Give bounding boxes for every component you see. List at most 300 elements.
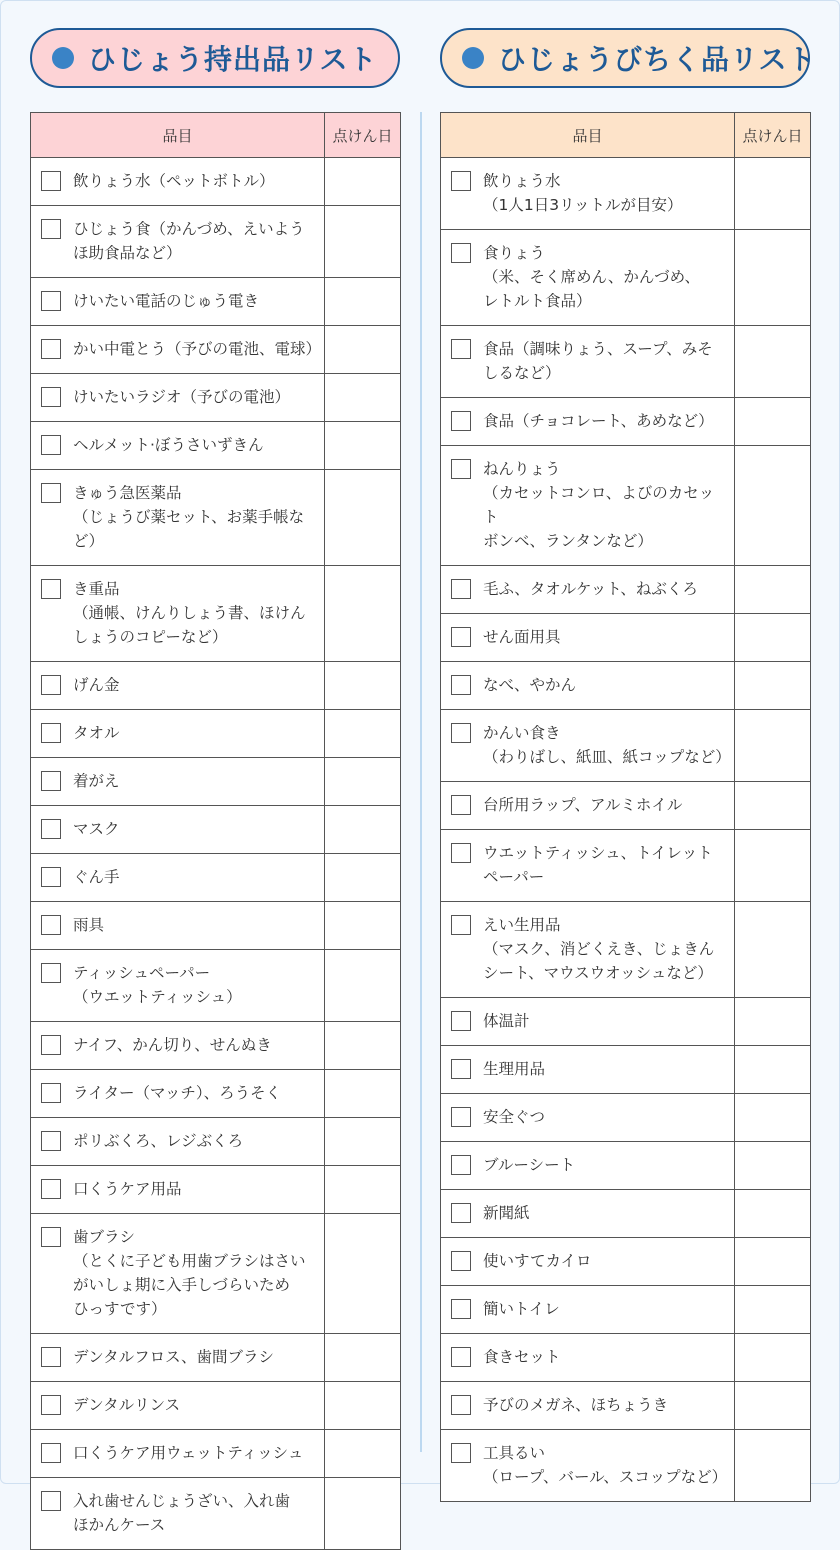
item-label-line: 口くうケア用品 — [73, 1180, 182, 1198]
table-row — [31, 470, 401, 566]
item-cell — [31, 422, 325, 470]
item-cell — [441, 230, 735, 326]
item-cell — [441, 710, 735, 782]
item-label-line: けいたいラジオ（予びの電池） — [73, 388, 291, 406]
column-header-item: 品目 — [441, 113, 735, 158]
item-cell — [31, 902, 325, 950]
table-row — [441, 614, 811, 662]
inspection-date-cell[interactable] — [325, 470, 401, 566]
inspection-date-cell[interactable] — [325, 806, 401, 854]
checkbox[interactable] — [41, 723, 61, 743]
item-label-line: 予びのメガネ、ほちょうき — [483, 1396, 669, 1414]
item-label — [483, 577, 698, 601]
item-label-line: （ウエットティッシュ） — [73, 988, 242, 1006]
checkbox[interactable] — [451, 795, 471, 815]
item-label — [483, 1345, 561, 1369]
checkbox[interactable] — [41, 1179, 61, 1199]
item-label — [483, 457, 726, 553]
item-label-line: き重品 — [73, 580, 120, 598]
inspection-date-cell[interactable] — [325, 326, 401, 374]
checkbox[interactable] — [41, 1131, 61, 1151]
item-label — [483, 793, 682, 817]
item-cell — [31, 854, 325, 902]
item-label — [73, 865, 120, 889]
item-label-line: しるなど） — [483, 364, 561, 382]
table-row — [31, 710, 401, 758]
table-row — [441, 710, 811, 782]
item-cell — [31, 566, 325, 662]
item-label-line: しょうのコピーなど） — [73, 628, 228, 646]
inspection-date-cell[interactable] — [325, 374, 401, 422]
item-label-line: ほかんケース — [73, 1516, 166, 1534]
stockpile-list — [440, 28, 817, 1502]
item-cell — [31, 158, 325, 206]
table-row — [31, 806, 401, 854]
item-label — [73, 169, 275, 193]
item-label-line: ほ助食品など） — [73, 244, 182, 262]
inspection-date-cell[interactable] — [735, 1142, 811, 1190]
item-cell — [441, 1334, 735, 1382]
item-label-line: 新聞紙 — [483, 1204, 530, 1222]
carry-out-list — [30, 28, 400, 1550]
table-row — [31, 1478, 401, 1550]
item-label — [483, 1297, 560, 1321]
table-row — [31, 1334, 401, 1382]
item-label — [483, 1249, 592, 1273]
item-label — [73, 721, 120, 745]
item-label-line: かい中電とう（予びの電池、電球） — [73, 340, 322, 358]
item-cell — [31, 662, 325, 710]
item-cell — [31, 1214, 325, 1334]
checkbox[interactable] — [41, 1395, 61, 1415]
item-label — [73, 433, 263, 457]
item-cell — [441, 662, 735, 710]
item-cell — [31, 1118, 325, 1166]
item-label — [73, 577, 306, 649]
checkbox[interactable] — [41, 483, 61, 503]
checkbox[interactable] — [41, 291, 61, 311]
item-label-line: ひっすです） — [73, 1300, 167, 1318]
table-row — [31, 1070, 401, 1118]
item-cell — [441, 398, 735, 446]
item-label — [73, 1033, 272, 1057]
table-row — [31, 422, 401, 470]
table-row — [31, 278, 401, 326]
item-cell — [31, 1166, 325, 1214]
item-cell — [441, 614, 735, 662]
item-label — [483, 1393, 668, 1417]
item-label-line: 毛ふ、タオルケット、ねぶくろ — [483, 580, 698, 598]
item-label-line: かんい食き — [483, 724, 561, 742]
inspection-date-cell[interactable] — [735, 782, 811, 830]
item-label-line: 飲りょう水 — [483, 172, 561, 190]
checkbox[interactable] — [451, 1155, 471, 1175]
item-label-line: げん金 — [73, 676, 120, 694]
column-header-date: 点けん日 — [325, 113, 401, 158]
stockpile-list-title: ひじょうびちく品リスト — [498, 43, 817, 76]
inspection-date-cell[interactable] — [325, 854, 401, 902]
checkbox[interactable] — [451, 1251, 471, 1271]
inspection-date-cell[interactable] — [735, 1046, 811, 1094]
inspection-date-cell[interactable] — [325, 566, 401, 662]
item-label — [483, 1441, 726, 1489]
item-label-line: ボンベ、ランタンなど） — [483, 532, 653, 550]
table-row — [31, 854, 401, 902]
table-row — [441, 446, 811, 566]
table-row — [441, 1382, 811, 1430]
item-cell — [31, 1022, 325, 1070]
item-cell — [31, 950, 325, 1022]
item-label — [483, 913, 714, 985]
table-row — [441, 398, 811, 446]
table-row — [441, 782, 811, 830]
item-cell — [441, 326, 735, 398]
checkbox[interactable] — [41, 867, 61, 887]
item-label-line: 生理用品 — [483, 1060, 546, 1078]
checkbox[interactable] — [41, 1347, 61, 1367]
checkbox[interactable] — [41, 675, 61, 695]
inspection-date-cell[interactable] — [325, 1430, 401, 1478]
inspection-date-cell[interactable] — [735, 1094, 811, 1142]
checkbox[interactable] — [41, 1035, 61, 1055]
item-label-line: （通帳、けんりしょう書、ほけん — [73, 604, 306, 622]
item-cell — [31, 710, 325, 758]
table-row — [31, 158, 401, 206]
inspection-date-cell[interactable] — [735, 1382, 811, 1430]
item-label-line: （じょうび薬セット、お薬手帳など） — [73, 508, 305, 550]
item-label — [483, 409, 714, 433]
bullet-icon — [462, 47, 484, 69]
item-label — [73, 1081, 281, 1105]
checkbox[interactable] — [451, 411, 471, 431]
inspection-date-cell[interactable] — [325, 1022, 401, 1070]
item-label-line: ひじょう食（かんづめ、えいよう — [73, 220, 305, 238]
item-label-line: なべ、やかん — [483, 676, 577, 694]
item-label-line: （わりばし、紙皿、紙コップなど） — [483, 748, 731, 766]
table-row — [441, 902, 811, 998]
carry-out-list-header — [30, 28, 400, 88]
checkbox[interactable] — [451, 171, 471, 191]
checkbox[interactable] — [451, 1203, 471, 1223]
item-label-line: 食りょう — [483, 244, 546, 262]
inspection-date-cell[interactable] — [735, 566, 811, 614]
item-label — [73, 817, 120, 841]
table-row — [441, 1142, 811, 1190]
item-cell — [441, 1430, 735, 1502]
item-cell — [31, 1382, 325, 1430]
item-cell — [31, 326, 325, 374]
item-cell — [441, 998, 735, 1046]
checkbox[interactable] — [451, 915, 471, 935]
item-label-line: 体温計 — [483, 1012, 530, 1030]
item-label — [73, 673, 120, 697]
table-row — [31, 206, 401, 278]
item-label-line: 工具るい — [483, 1444, 546, 1462]
inspection-date-cell[interactable] — [325, 1166, 401, 1214]
checkbox[interactable] — [451, 1395, 471, 1415]
checkbox[interactable] — [41, 339, 61, 359]
item-label-line: 口くうケア用ウェットティッシュ — [73, 1444, 304, 1462]
item-cell — [31, 1334, 325, 1382]
inspection-date-cell[interactable] — [325, 710, 401, 758]
item-label — [73, 481, 316, 553]
item-label — [73, 337, 322, 361]
item-cell — [441, 1190, 735, 1238]
item-label-line: 飲りょう水（ペットボトル） — [73, 172, 275, 190]
item-label-line: 使いすてカイロ — [483, 1252, 592, 1270]
inspection-date-cell[interactable] — [735, 1286, 811, 1334]
item-label-line: 食品（チョコレート、あめなど） — [483, 412, 714, 430]
table-row — [441, 1094, 811, 1142]
item-cell — [31, 470, 325, 566]
item-label-line: けいたい電話のじゅう電き — [73, 292, 260, 310]
item-cell — [31, 374, 325, 422]
item-label — [483, 721, 731, 769]
item-cell — [441, 1382, 735, 1430]
table-row — [441, 662, 811, 710]
item-label-line: ヘルメット·ぼうさいずきん — [73, 436, 264, 454]
table-row — [441, 230, 811, 326]
inspection-date-cell[interactable] — [325, 158, 401, 206]
item-cell — [441, 902, 735, 998]
item-label — [483, 169, 682, 217]
checkbox[interactable] — [41, 963, 61, 983]
inspection-date-cell[interactable] — [735, 446, 811, 566]
inspection-date-cell[interactable] — [325, 662, 401, 710]
table-row — [31, 1214, 401, 1334]
table-row — [441, 1238, 811, 1286]
table-row — [31, 1118, 401, 1166]
item-cell — [31, 1430, 325, 1478]
checkbox[interactable] — [41, 1491, 61, 1511]
item-label — [483, 673, 576, 697]
checkbox[interactable] — [41, 915, 61, 935]
checkbox[interactable] — [41, 435, 61, 455]
checkbox[interactable] — [451, 339, 471, 359]
item-cell — [31, 206, 325, 278]
inspection-date-cell[interactable] — [735, 902, 811, 998]
item-cell — [441, 1238, 735, 1286]
table-row — [31, 758, 401, 806]
item-label-line: ぐん手 — [73, 868, 120, 886]
item-label — [483, 625, 561, 649]
checkbox[interactable] — [451, 843, 471, 863]
item-label — [73, 769, 120, 793]
checkbox[interactable] — [41, 219, 61, 239]
checkbox[interactable] — [451, 627, 471, 647]
item-cell — [441, 1046, 735, 1094]
item-label — [73, 1177, 182, 1201]
item-label — [483, 337, 713, 385]
item-label — [73, 961, 242, 1009]
checkbox[interactable] — [451, 1347, 471, 1367]
inspection-date-cell[interactable] — [325, 950, 401, 1022]
table-row — [441, 1430, 811, 1502]
item-label — [73, 1345, 274, 1369]
item-label-line: きゅう急医薬品 — [73, 484, 182, 502]
checkbox[interactable] — [451, 723, 471, 743]
table-row — [441, 998, 811, 1046]
item-label-line: 食きセット — [483, 1348, 561, 1366]
checkbox[interactable] — [41, 579, 61, 599]
item-label-line: 雨具 — [73, 916, 105, 934]
table-row — [441, 566, 811, 614]
stockpile-list-header — [440, 28, 817, 88]
checkbox[interactable] — [451, 579, 471, 599]
item-label-line: 台所用ラップ、アルミホイル — [483, 796, 683, 814]
table-row — [31, 902, 401, 950]
item-label-line: デンタルリンス — [73, 1396, 181, 1414]
inspection-date-cell[interactable] — [735, 230, 811, 326]
carry-out-table — [30, 112, 401, 1550]
item-label-line: ポリぶくろ、レジぶくろ — [73, 1132, 244, 1150]
item-label-line: ウエットティッシュ、トイレット — [483, 844, 713, 862]
table-row — [31, 1382, 401, 1430]
inspection-date-cell[interactable] — [735, 398, 811, 446]
item-label-line: ペーパー — [483, 868, 545, 886]
item-label-line: （カセットコンロ、よびのカセット — [483, 484, 715, 526]
item-cell — [441, 782, 735, 830]
item-label — [73, 289, 259, 313]
inspection-date-cell[interactable] — [325, 1070, 401, 1118]
inspection-date-cell[interactable] — [735, 326, 811, 398]
inspection-date-cell[interactable] — [325, 902, 401, 950]
table-row — [441, 1046, 811, 1094]
inspection-date-cell[interactable] — [735, 998, 811, 1046]
item-label — [73, 217, 305, 265]
item-cell — [31, 278, 325, 326]
table-row — [31, 374, 401, 422]
inspection-date-cell[interactable] — [735, 1430, 811, 1502]
item-cell — [441, 566, 735, 614]
item-label-line: 歯ブラシ — [73, 1228, 136, 1246]
item-label-line: ティッシュペーパー — [73, 964, 211, 982]
checkbox[interactable] — [451, 1299, 471, 1319]
item-label-line: えい生用品 — [483, 916, 561, 934]
item-label-line: 着がえ — [73, 772, 120, 790]
carry-out-list-title: ひじょう持出品リスト — [88, 43, 378, 76]
inspection-date-cell[interactable] — [325, 1382, 401, 1430]
table-row — [31, 1166, 401, 1214]
inspection-date-cell[interactable] — [735, 614, 811, 662]
item-cell — [31, 806, 325, 854]
table-row — [31, 1430, 401, 1478]
item-label-line: 入れ歯せんじょうざい、入れ歯 — [73, 1492, 291, 1510]
inspection-date-cell[interactable] — [325, 758, 401, 806]
checkbox[interactable] — [41, 1443, 61, 1463]
item-label — [73, 1441, 303, 1465]
inspection-date-cell[interactable] — [735, 1334, 811, 1382]
checkbox[interactable] — [451, 243, 471, 263]
item-label-line: （マスク、消どくえき、じょきん — [483, 940, 715, 958]
column-divider — [420, 112, 422, 1452]
column-header-date: 点けん日 — [735, 113, 811, 158]
inspection-date-cell[interactable] — [325, 1118, 401, 1166]
item-cell — [441, 446, 735, 566]
item-cell — [441, 1142, 735, 1190]
inspection-date-cell[interactable] — [735, 158, 811, 230]
checkbox[interactable] — [451, 1011, 471, 1031]
item-label-line: 簡いトイレ — [483, 1300, 560, 1318]
checkbox[interactable] — [451, 1059, 471, 1079]
item-label-line: ブルーシート — [483, 1156, 576, 1174]
bullet-icon — [52, 47, 74, 69]
checkbox[interactable] — [451, 1107, 471, 1127]
checkbox[interactable] — [451, 1443, 471, 1463]
checkbox[interactable] — [451, 459, 471, 479]
table-row — [441, 1190, 811, 1238]
inspection-date-cell[interactable] — [325, 422, 401, 470]
inspection-date-cell[interactable] — [325, 206, 401, 278]
table-row — [441, 158, 811, 230]
checkbox[interactable] — [41, 819, 61, 839]
table-row — [31, 326, 401, 374]
item-label — [483, 1009, 530, 1033]
table-row — [441, 1334, 811, 1382]
checkbox[interactable] — [41, 1227, 61, 1247]
checkbox[interactable] — [41, 771, 61, 791]
table-row — [441, 830, 811, 902]
item-label-line: シート、マウスウオッシュなど） — [483, 964, 713, 982]
item-label-line: せん面用具 — [483, 628, 561, 646]
inspection-date-cell[interactable] — [325, 278, 401, 326]
checkbox[interactable] — [41, 171, 61, 191]
checkbox[interactable] — [451, 675, 471, 695]
item-label-line: デンタルフロス、歯間ブラシ — [73, 1348, 275, 1366]
inspection-date-cell[interactable] — [735, 1238, 811, 1286]
item-label — [483, 1201, 530, 1225]
table-row — [31, 1022, 401, 1070]
item-label — [73, 1393, 180, 1417]
item-cell — [31, 1478, 325, 1550]
checkbox[interactable] — [41, 387, 61, 407]
stockpile-table — [440, 112, 811, 1502]
inspection-date-cell[interactable] — [325, 1334, 401, 1382]
item-label — [483, 1153, 575, 1177]
item-cell — [31, 758, 325, 806]
item-label-line: タオル — [73, 724, 120, 742]
inspection-date-cell[interactable] — [735, 662, 811, 710]
item-label-line: （ロープ、バール、スコップなど） — [483, 1468, 728, 1486]
table-row — [31, 662, 401, 710]
inspection-date-cell[interactable] — [735, 710, 811, 782]
item-label — [73, 1129, 243, 1153]
item-label-line: ライター（マッチ）、ろうそく — [73, 1084, 282, 1102]
item-cell — [441, 830, 735, 902]
table-row — [441, 326, 811, 398]
item-label — [73, 913, 104, 937]
item-label — [73, 1489, 290, 1537]
item-label-line: ナイフ、かん切り、せんぬき — [73, 1036, 272, 1054]
item-label — [73, 1225, 306, 1321]
table-row — [31, 566, 401, 662]
checkbox[interactable] — [41, 1083, 61, 1103]
item-label-line: マスク — [73, 820, 120, 838]
item-label-line: がいしょ期に入手しづらいため — [73, 1276, 291, 1294]
item-cell — [441, 1286, 735, 1334]
item-label-line: 食品（調味りょう、スープ、みそ — [483, 340, 713, 358]
item-cell — [31, 1070, 325, 1118]
inspection-date-cell[interactable] — [325, 1478, 401, 1550]
inspection-date-cell[interactable] — [735, 1190, 811, 1238]
table-row — [31, 950, 401, 1022]
inspection-date-cell[interactable] — [735, 830, 811, 902]
column-header-item: 品目 — [31, 113, 325, 158]
inspection-date-cell[interactable] — [325, 1214, 401, 1334]
item-cell — [441, 158, 735, 230]
item-label-line: ねんりょう — [483, 460, 561, 478]
item-label — [483, 841, 713, 889]
